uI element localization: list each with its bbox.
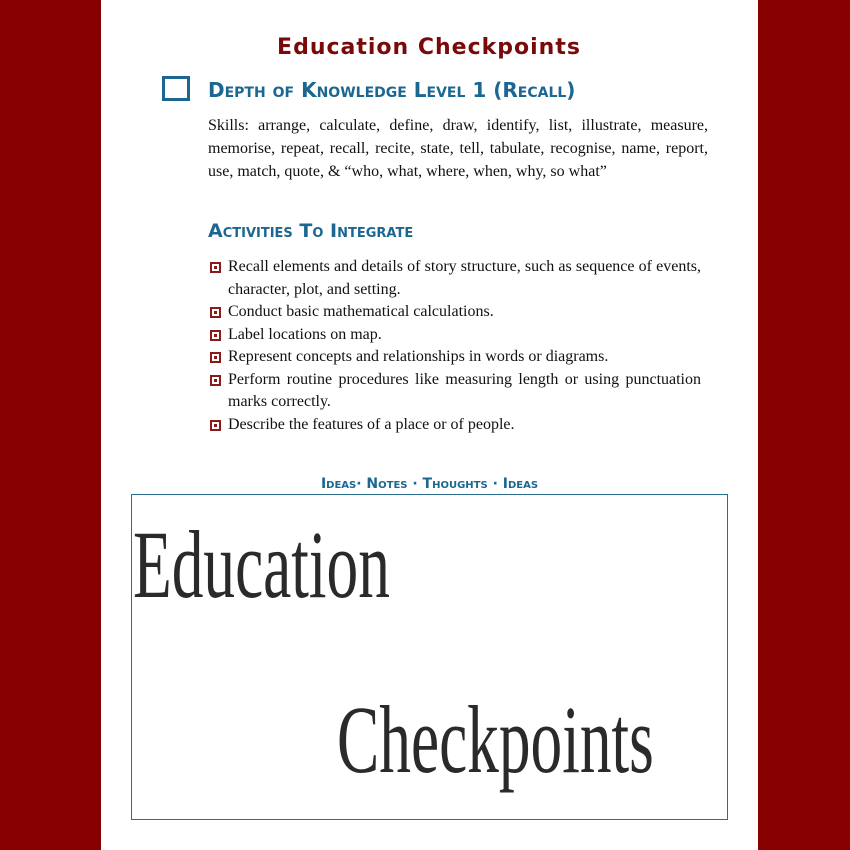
square-bullet-icon (210, 352, 221, 363)
activity-text: Represent concepts and relationships in words or diagrams. (228, 348, 609, 365)
list-item (209, 324, 701, 347)
notes-label: Ideas· Notes · Thoughts · Ideas (320, 476, 539, 492)
notes-box[interactable] (131, 494, 728, 820)
list-item (209, 256, 701, 301)
square-bullet-icon (210, 420, 221, 431)
list-item (209, 369, 701, 414)
square-bullet-icon (210, 307, 221, 318)
skills-text: Skills: arrange, calculate, define, draw, identify, list, illustrate, measure, memorise, repeat, recall, recite, state, tell, tabulate, recognise, name, report, use, match, quote, & “who, what, where, when, why, so what” (208, 117, 708, 180)
activity-list (209, 256, 701, 436)
square-bullet-icon (210, 262, 221, 273)
activity-text: Label locations on map. (228, 325, 382, 343)
square-bullet-icon (210, 330, 221, 341)
level-heading: Depth of Knowledge Level 1 (Recall) (208, 78, 576, 102)
activities-heading: Activities To Integrate (208, 220, 414, 242)
activity-text: Describe the features of a place or of people. (228, 415, 515, 433)
list-item (209, 346, 701, 369)
list-item (209, 414, 701, 437)
notes-word-checkpoints: Checkpoints (337, 686, 654, 793)
list-item (209, 301, 701, 324)
worksheet-page (101, 0, 758, 850)
activity-text: Recall elements and details of story structure, such as sequence of events, character, plot, and setting. (228, 258, 701, 298)
activity-text: Perform routine procedures like measuring length or using punctuation marks correctly. (228, 370, 701, 410)
activity-text: Conduct basic mathematical calculations. (228, 303, 494, 320)
page-title: Education Checkpoints (277, 35, 581, 60)
level-checkbox[interactable] (162, 76, 190, 101)
notes-word-education: Education (133, 511, 390, 618)
square-bullet-icon (210, 375, 221, 386)
